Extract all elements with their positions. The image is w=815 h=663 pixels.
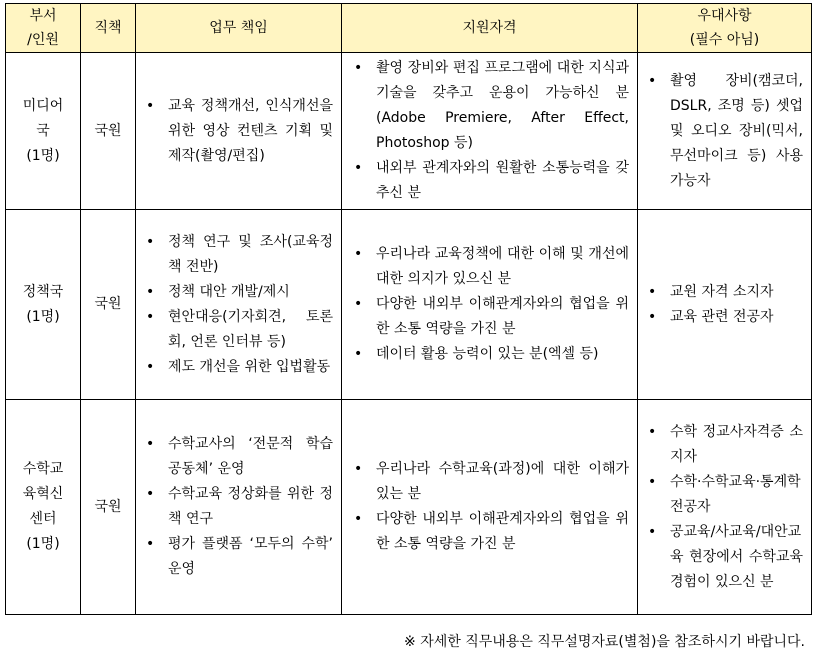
list-item: • 다양한 내외부 이해관계자와의 협업을 위한 소통 역량을 가진 분 (376, 292, 629, 342)
preferred-list (638, 420, 811, 595)
list-item: • 우리나라 수학교육(과정)에 대한 이해가 있는 분 (376, 457, 629, 507)
duty-list (136, 432, 341, 582)
list-item: • 수학교사의 ‘전문적 학습 공동체’ 운영 (168, 432, 333, 482)
list-item: • 정책 연구 및 조사(교육정책 전반) (168, 230, 333, 280)
header-preferred (638, 4, 812, 53)
header-qualification (342, 4, 638, 53)
list-item: • 내외부 관계자와의 원활한 소통능력을 갖추신 분 (376, 156, 629, 206)
dept-name: 수학교 육혁신 센터 (1명) (22, 461, 64, 552)
header-qualification-text: 지원자격 (462, 20, 517, 36)
dept-name: 미디어 국 (1명) (22, 97, 64, 164)
preferred-list (638, 280, 811, 330)
position-name: 국원 (94, 122, 122, 139)
list-item: • 교육 관련 전공자 (670, 305, 803, 330)
header-position (81, 4, 136, 53)
list-item: • 현안대응(기자회견, 토론회, 언론 인터뷰 등) (168, 305, 333, 355)
dept-cell (6, 53, 81, 210)
qualification-list (342, 56, 637, 206)
qualification-cell (342, 53, 638, 210)
header-preferred-text: 우대사항 (필수 아님) (689, 8, 760, 48)
header-duty-text: 업무 책임 (209, 20, 268, 36)
position-cell (81, 400, 136, 615)
recruitment-table (5, 3, 812, 615)
list-item: • 우리나라 교육정책에 대한 이해 및 개선에 대한 의지가 있으신 분 (376, 242, 629, 292)
preferred-cell (638, 400, 812, 615)
duty-cell (136, 53, 342, 210)
list-item: • 수학교육 정상화를 위한 정책 연구 (168, 482, 333, 532)
header-dept (6, 4, 81, 53)
list-item: • 촬영 장비와 편집 프로그램에 대한 지식과 기술을 갖추고 운용이 가능하신 분 (Adobe Premiere, After Effect, Photoshop 등) (376, 56, 629, 156)
preferred-cell (638, 210, 812, 400)
qualification-cell (342, 400, 638, 615)
footnote: ※ 자세한 직무내용은 직무설명자료(별첨)을 참조하시기 바랍니다. (404, 634, 805, 650)
position-name: 국원 (94, 498, 122, 515)
header-position-text: 직책 (94, 20, 122, 36)
qualification-list (342, 242, 637, 367)
list-item: • 공교육/사교육/대안교육 현장에서 수학교육 경험이 있으신 분 (670, 520, 803, 595)
position-cell (81, 53, 136, 210)
duty-cell (136, 210, 342, 400)
list-item: • 다양한 내외부 이해관계자와의 협업을 위한 소통 역량을 가진 분 (376, 507, 629, 557)
preferred-cell (638, 53, 812, 210)
qualification-list (342, 457, 637, 557)
list-item: • 수학·수학교육·통계학 전공자 (670, 470, 803, 520)
header-row (6, 4, 812, 53)
list-item: • 정책 대안 개발/제시 (168, 280, 333, 305)
dept-cell (6, 210, 81, 400)
table-row (6, 400, 812, 615)
list-item: • 평가 플랫폼 ‘모두의 수학’ 운영 (168, 532, 333, 582)
header-duty (136, 4, 342, 53)
list-item: • 교육 정책개선, 인식개선을 위한 영상 컨텐츠 기획 및 제작(촬영/편집) (168, 94, 333, 169)
table-row (6, 210, 812, 400)
qualification-cell (342, 210, 638, 400)
position-name: 국원 (94, 296, 122, 312)
table-row (6, 53, 812, 210)
dept-name: 정책국 (1명) (22, 283, 64, 325)
list-item: • 교원 자격 소지자 (670, 280, 803, 305)
list-item: • 제도 개선을 위한 입법활동 (168, 355, 333, 380)
duty-list (136, 94, 341, 169)
list-item: • 촬영 장비(캠코더, DSLR, 조명 등) 셋업 및 오디오 장비(믹서, 무선마이크 등) 사용 가능자 (670, 69, 803, 194)
dept-cell (6, 400, 81, 615)
list-item: • 데이터 활용 능력이 있는 분(엑셀 등) (376, 342, 629, 367)
duty-list (136, 230, 341, 380)
header-dept-text: 부서 /인원 (27, 8, 59, 48)
list-item: • 수학 정교사자격증 소지자 (670, 420, 803, 470)
preferred-list (638, 69, 811, 194)
position-cell (81, 210, 136, 400)
duty-cell (136, 400, 342, 615)
